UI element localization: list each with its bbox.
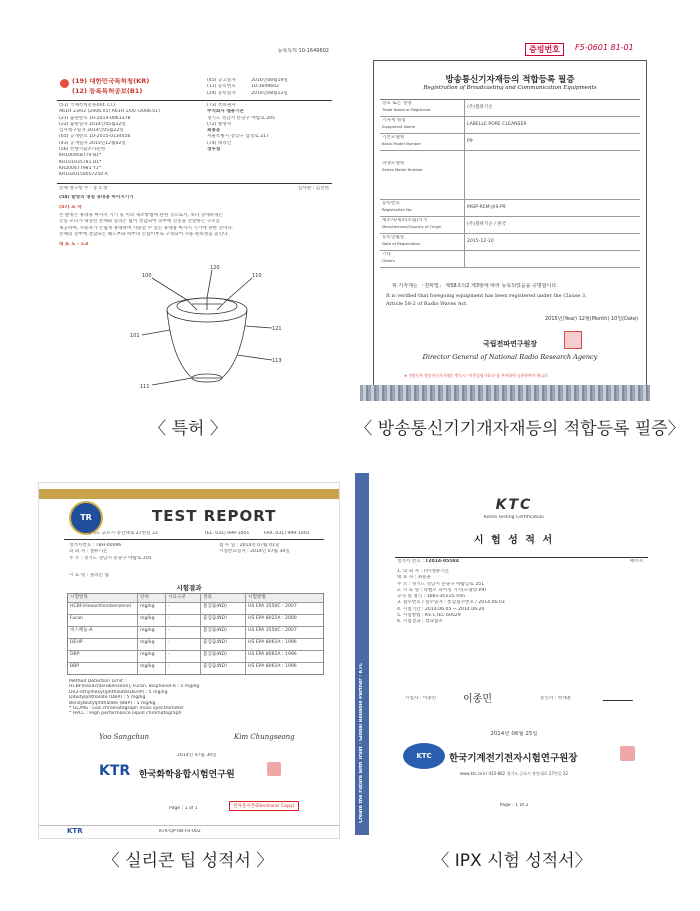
result-cell: US EPA 8021A : 2000	[248, 616, 297, 622]
method-notes	[69, 679, 199, 717]
result-cell: 불검출(ND)	[201, 627, 246, 638]
approver-signature	[603, 688, 638, 701]
cert-field-table	[380, 99, 640, 268]
banner-text: YOUR PARTNER FOR THE BEST QUALITY	[143, 501, 235, 506]
field-label: 기자재 명칭	[382, 118, 406, 123]
abstract-line: 제공하며, 사용자가 손쉽게 휴대하여 사용할 수 있는 휴대용 마사지 기기에 관한 것이다.	[59, 225, 234, 231]
result-cell: mg/kg	[138, 651, 166, 662]
reg-no-label: (11) 등록번호	[207, 84, 236, 90]
note-line: Dibutylphthalate (DBP) : 5 mg/kg	[69, 695, 146, 701]
lab-name: 한국화학융합시험연구원	[139, 770, 235, 780]
result-cell: US EPA 3550C : 2007	[248, 628, 297, 634]
result-cell: mg/kg	[138, 615, 166, 626]
abstract-line: 진동 모터가 내장된 본체와 실리콘 팁이 결합되어 피부에 진동을 전달하는 구조를	[59, 219, 221, 225]
field-label-en: Manufacturer/Country of Origin	[382, 224, 442, 230]
result-cell: 불검출(ND)	[201, 615, 246, 626]
fig-label-121: 121	[272, 326, 282, 332]
field-row	[380, 251, 640, 268]
silicone-test-report	[38, 482, 340, 839]
patent-line: (74) 대리인	[207, 140, 232, 146]
figure-label: 대 표 도 - 도3	[59, 242, 89, 247]
footer-ktr-logo: KTR	[67, 827, 83, 835]
result-cell: US EPA 8061A : 1996	[248, 652, 297, 658]
claims-count: 전체 청구항 수 : 총 5 항	[59, 186, 108, 191]
abstract-body	[59, 213, 339, 238]
report-banner	[39, 489, 339, 506]
field-row	[380, 200, 640, 217]
field-label-en: Date of Registration	[382, 241, 421, 247]
field-label-en: Basic Model Number	[382, 141, 422, 147]
result-row	[68, 663, 323, 674]
field-row	[380, 117, 640, 134]
report-page: Page : 1 of 1	[169, 806, 198, 811]
cert-footer-note: ※ 적합등록 방송통신기자재는 반드시 "적합성평가표시"를 부착하여 유통하여야 합니다.	[404, 373, 549, 378]
result-cell: -	[166, 615, 201, 626]
result-cell: DBP	[68, 651, 138, 662]
field-row	[380, 151, 640, 200]
reg-no-value: 10-1649602	[251, 84, 280, 90]
footer-code: KTR-QP-08-F0-002	[159, 829, 201, 834]
report-info-left	[69, 543, 152, 562]
reg-date-label: (24) 등록일자	[207, 90, 236, 96]
side-banner	[355, 473, 369, 835]
field-row	[380, 100, 640, 117]
note-line: * GC/MS : Gas chromatograph mass spectrometer	[69, 706, 184, 712]
field-value	[465, 251, 469, 267]
field-value: P9	[467, 139, 473, 144]
report-no-value: T2014-05584	[425, 559, 459, 564]
report-address: 경기도 군포시 흥안대로 27번길 22	[87, 531, 158, 536]
lab-seal	[267, 762, 281, 776]
result-row	[68, 627, 323, 639]
result-cell: mg/kg	[138, 627, 166, 638]
field-value: (주)셀퓨기온 / 한국	[467, 222, 507, 227]
ipx-field: 1. 의 뢰 자 : (주)셀퓨기온	[397, 569, 450, 574]
result-cell: 불검출(ND)	[201, 663, 246, 674]
ipx-page: Page : 1 of 2	[499, 803, 529, 808]
caption-silicone: 〈 실리콘 팁 성적서 〉	[102, 851, 274, 871]
field-label-en: Registration No.	[382, 207, 413, 213]
ipx-field: 규격 및 형식 : 168×35×25 mm	[397, 594, 466, 600]
abstract-title: (57) 요 약	[59, 205, 82, 210]
result-cell: HCBF(Hexachlorobenzene)	[68, 603, 138, 614]
patent-line: (65) 공개번호 10-2015-0134456	[59, 134, 131, 140]
report-info-right	[219, 543, 290, 556]
signature-left: Yoo Sangchun	[99, 733, 150, 741]
ipx-rule	[395, 557, 648, 558]
patent-line: KR200477981 Y1*	[59, 165, 101, 171]
ipx-field: 4. 시험기간 : 2014.06.05 ~ 2014.06.20	[397, 606, 485, 612]
field-label-en: Trade Name or Registrant	[382, 107, 431, 113]
abstract-line: 본 발명은 휴대용 마사지 기기 및 이의 제조방법에 관한 것으로서, 보다 상세하게는	[59, 213, 223, 218]
ktr-round-logo: TR	[69, 501, 103, 535]
col-header: 결과	[201, 594, 246, 602]
patent-line: KR101035781 B1*	[59, 159, 102, 165]
tester-label: 시험자 : 이종민	[405, 696, 437, 701]
result-cell: Furan	[68, 615, 138, 626]
patent-document	[27, 40, 347, 420]
field-label-en: Equipment Name	[382, 124, 416, 130]
ipx-fields	[397, 569, 505, 626]
field-label: 등록연월일	[382, 235, 405, 240]
patent-line: (22) 출원일자 2014년05월22일	[59, 121, 126, 127]
result-cell: -	[166, 663, 201, 674]
abstract-line: 본체의 상부에 결합되는 헤드부와 하부의 손잡이부로 구성되어 사용 편의성을 높인다.	[59, 231, 229, 237]
field-value: LABELLE PORE CLEANSER	[467, 122, 527, 127]
report-page-label: 페이지	[629, 559, 643, 564]
pub-date-label: (45) 공고일자	[207, 78, 236, 83]
result-cell: US EPA 8061A : 1996	[248, 640, 297, 646]
issuer-kr: 국립전파연구원장	[482, 340, 538, 348]
patent-line: 서울특별시 강남구 삼성로 217	[207, 134, 269, 140]
evidence-stamp	[525, 43, 564, 56]
issuer-en: Director General of National Radio Research Agency	[422, 353, 598, 361]
note-line: * HPLC : High performance liquid chromatograph	[69, 711, 182, 717]
patent-figure-drawing	[112, 260, 312, 400]
patent-line: 주식회사 셀퓨기온	[207, 109, 245, 115]
ipx-field: 대 표 자 : 최용훈	[397, 575, 432, 581]
patent-gazette: (12) 등록특허공보(B1)	[72, 88, 143, 95]
field-value	[465, 151, 469, 199]
patent-line: (43) 공개일자 2015년12월02일	[59, 140, 126, 146]
field-value: 2015-12-10	[467, 239, 494, 244]
cert-frame	[373, 60, 647, 387]
report-rule	[64, 539, 324, 540]
field-label: 기타	[382, 252, 391, 257]
cert-title-en: Registration of Broadcasting and Communication Equipments	[423, 85, 597, 91]
ipx-field: 3. 접수번호 / 접수일자 : 통합접수번호 / 2014.06.03	[397, 600, 505, 606]
report-title: TEST REPORT	[152, 507, 277, 525]
patent-header-rule	[57, 100, 332, 101]
info-line: 주 소 : 경기도 성남시 분당구 야탑로 205	[69, 555, 152, 561]
result-cell: 불검출(ND)	[201, 603, 246, 614]
field-label: 상호 또는 성명	[382, 101, 412, 106]
patent-line: (51) 국제특허분류(Int. Cl.)	[59, 103, 116, 108]
patent-line: A61H 23/02 (2006.01) A61H 1/00 (2006.01)	[59, 109, 160, 115]
report-number	[397, 559, 459, 565]
field-value: (주)셀퓨기온	[467, 105, 493, 110]
result-cell: -	[166, 627, 201, 638]
result-cell: DEHP	[68, 639, 138, 650]
patent-line: 심사청구일자 2014년05월22일	[59, 128, 124, 134]
field-label: 제조자/제조(조립)국가	[382, 218, 428, 223]
fig-label-101: 101	[130, 333, 140, 339]
result-row	[68, 639, 323, 651]
result-cell: -	[166, 651, 201, 662]
fig-label-111: 111	[140, 384, 150, 390]
tester-signature: 이종민	[463, 694, 492, 705]
ktr-logo: KTR	[99, 763, 131, 779]
result-row	[68, 603, 323, 615]
result-cell: BBP	[68, 663, 138, 674]
field-row	[380, 134, 640, 151]
cert-title-kr: 방송통신기자재등의 적합등록 필증	[445, 75, 575, 85]
info-line: 의 뢰 자 : 셀퓨기온	[69, 549, 108, 555]
field-row	[380, 234, 640, 251]
result-cell: 비스페놀-A	[68, 627, 138, 638]
ipx-org: 한국기계전기전자시험연구원장	[449, 753, 578, 764]
info-line: 성적서번호 : TBH-00096	[69, 543, 122, 548]
side-banner-text: Create the Future with Trust · Global Reliable Partner · KTC	[359, 662, 364, 823]
patent-line: KR1020150057250 A	[59, 172, 108, 178]
cert-date: 2015년(Year) 12월(Month) 10일(Date)	[544, 316, 638, 322]
ipx-field: 6. 시험결과 : 결과참조	[397, 619, 443, 625]
fig-label-120: 120	[210, 265, 220, 271]
patent-line: 최용훈	[207, 128, 221, 134]
note-line: HCBF(hexachlorobenzene), Furan, Bisphenol-A : 5 mg/kg	[69, 684, 200, 690]
patent-line: 경기도 성남시 분당구 야탑로 205	[207, 115, 275, 121]
result-header-row	[68, 594, 323, 603]
org-address: www.ktc.re.kr 435-862 경기도 군포시 흥안대로 27번길 22	[459, 771, 569, 776]
notice-kr: 위 기자재는 「전파법」 제58조의2 제3항에 따라 등록되었음을 증명합니다.	[392, 283, 558, 289]
kipo-logo	[60, 79, 69, 88]
field-label: 등록번호	[382, 201, 400, 206]
result-cell: -	[166, 639, 201, 650]
info-line: 접 수 일 : 2014년 07월 01일	[219, 543, 280, 548]
patent-line: (72) 발명자	[207, 121, 232, 127]
note-line: Method Detection Limit :	[69, 679, 126, 684]
result-cell: mg/kg	[138, 603, 166, 614]
redacted-barcode	[360, 385, 650, 401]
col-header: 시험방법	[248, 595, 266, 600]
patent-line: (56) 선행기술조사문헌	[59, 147, 106, 153]
col-header: 시험항목	[68, 594, 138, 602]
patent-line: (73) 특허권자	[207, 103, 236, 108]
patent-line: (21) 출원번호 10-2014-0061378	[59, 115, 131, 121]
patent-left-column	[59, 103, 204, 179]
result-cell: mg/kg	[138, 663, 166, 674]
result-table	[67, 593, 324, 675]
patent-reg-no: 등록특허 10-1649602	[277, 48, 329, 54]
col-header: 단위	[138, 594, 166, 602]
patent-line: KR100958779 B1*	[59, 153, 102, 159]
broadcast-certificate	[355, 40, 685, 410]
electronic-copy-badge: 전자문서본(Electronic Copy)	[229, 801, 299, 811]
official-seal	[564, 331, 582, 349]
ktc-logo: KTC	[495, 497, 533, 513]
result-cell: US EPA 8061A : 1996	[248, 664, 297, 670]
result-cell: -	[166, 603, 201, 614]
ipx-field: 주 소 : 경기도 성남시 분당구 야탑남로 251	[397, 581, 485, 587]
caption-patent: 〈 특허 〉	[149, 419, 227, 439]
notice-en-2: Article 58-2 of Radio Waves Act.	[386, 301, 468, 307]
pub-date: 2016년08월19일	[251, 78, 288, 83]
stamp-number: F5-0601 81-01	[575, 43, 634, 52]
report-footer-bar	[39, 825, 339, 838]
reg-date: 2016년08월12일	[251, 90, 288, 96]
sample-name: 시 료 명 : 실리콘 팁	[69, 573, 109, 578]
info-line: 시험완료일자 : 2014년 07월 30일	[219, 549, 290, 555]
ipx-field: 2. 시 료 명 : 라벨르 피어싱 기기(모델명:P9)	[397, 587, 487, 593]
field-label-en: Series Model Number	[382, 167, 423, 173]
report-fax: FAX. 031) 999-1001	[264, 531, 310, 536]
caption-ipx: 〈 IPX 시험 성적서〉	[432, 851, 592, 871]
ipx-test-report	[355, 473, 673, 835]
approver-label: 승인자 : 박재훈	[540, 696, 572, 701]
patent-office: (19) 대한민국특허청(KR)	[72, 78, 150, 85]
ktc-logo-sub: Korea Testing Certification	[483, 515, 545, 520]
patent-mid-rule	[57, 183, 332, 184]
patent-right-column	[207, 103, 332, 153]
note-line: Benzylbutylphthalate (BBP) : 5 mg/kg	[69, 700, 156, 706]
stamp-label: 증빙번호	[529, 45, 560, 54]
signature-right: Kim Chungseong	[234, 733, 295, 741]
field-row	[380, 217, 640, 234]
ipx-date: 2014년 06월 25일	[490, 731, 538, 737]
result-row	[68, 615, 323, 627]
report-tel: TEL. 031) 999-1001	[204, 531, 250, 536]
result-cell: mg/kg	[138, 639, 166, 650]
report-no-label: 성적서 번호 :	[397, 559, 424, 564]
org-seal	[620, 746, 635, 761]
ktc-seal-logo: KTC	[403, 743, 445, 769]
col-header: 시료구분	[166, 594, 201, 602]
caption-broadcast: 〈 방송통신기기개자재등의 적합등록 필증〉	[355, 419, 685, 439]
result-cell: US EPA 3550C : 2007	[248, 604, 297, 610]
fig-label-110: 110	[252, 273, 262, 279]
patent-line: 정우섭	[207, 147, 221, 153]
field-label: 파생모델명	[382, 161, 405, 166]
note-line: Di(2-ethylhexyl)phthalate(DEHP) : 5 mg/kg	[69, 689, 168, 695]
field-label-en: Others	[382, 258, 395, 264]
field-value: MSIP-REM-jhS-P9	[467, 205, 506, 210]
result-title: 시험결과	[176, 584, 202, 592]
ipx-title: 시 험 성 적 서	[473, 535, 555, 546]
result-row	[68, 651, 323, 663]
examiner-name: 심사관 : 김선현	[297, 186, 329, 191]
ipx-field: 5. 시험방법 : KS C IEC 60529	[397, 613, 461, 619]
result-cell: 불검출(ND)	[201, 651, 246, 662]
notice-en-1: It is verified that foregoing equipment has been registered under the Clause 3,	[386, 293, 587, 299]
report-date: 2014년 07월 30일	[177, 753, 217, 758]
fig-label-113: 113	[272, 358, 282, 364]
fig-label-100: 100	[142, 273, 152, 279]
result-cell: 불검출(ND)	[201, 639, 246, 650]
field-label: 기본모델명	[382, 135, 405, 140]
invention-title: (54) 발명의 명칭 휴대용 마사지기기	[59, 195, 134, 200]
